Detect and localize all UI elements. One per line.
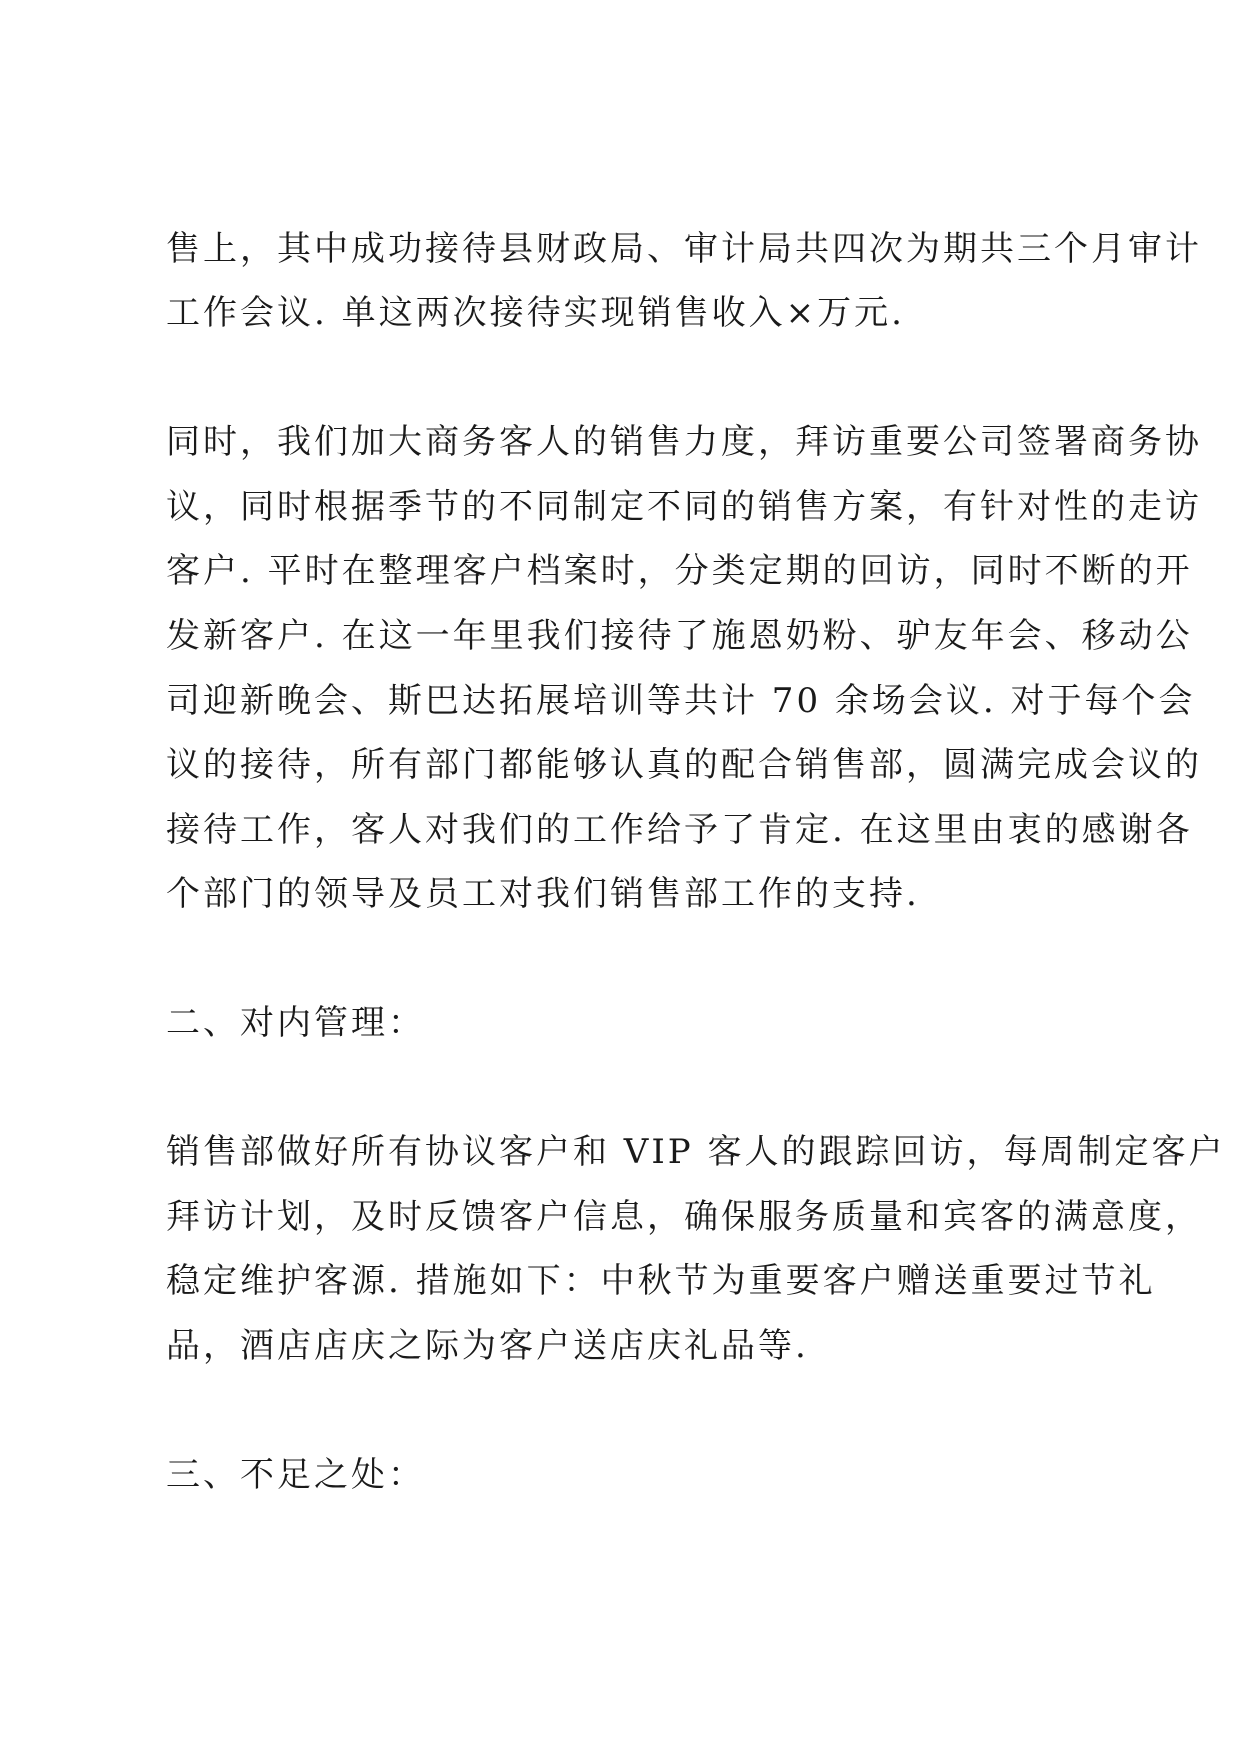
paragraph-1-line-2: 工作会议. 单这两次接待实现销售收入×万元.: [166, 293, 905, 333]
paragraph-2-line-1: 同时，我们加大商务客人的销售力度，拜访重要公司签署商务协: [166, 422, 1202, 462]
paragraph-2-line-8: 个部门的领导及员工对我们销售部工作的支持.: [166, 874, 920, 914]
paragraph-4-line-3: 稳定维护客源. 措施如下：中秋节为重要客户赠送重要过节礼: [166, 1261, 1156, 1301]
section-heading-internal-management: 二、对内管理：: [166, 1003, 425, 1043]
section-heading-shortcomings: 三、不足之处：: [166, 1455, 425, 1495]
paragraph-2-line-5: 司迎新晚会、斯巴达拓展培训等共计 70 余场会议. 对于每个会: [166, 681, 1196, 721]
paragraph-2-line-2: 议，同时根据季节的不同制定不同的销售方案，有针对性的走访: [166, 487, 1202, 527]
paragraph-2-line-3: 客户. 平时在整理客户档案时，分类定期的回访，同时不断的开: [166, 551, 1193, 591]
paragraph-4-line-4: 品，酒店店庆之际为客户送店庆礼品等.: [166, 1326, 809, 1366]
paragraph-4-line-1: 销售部做好所有协议客户和 VIP 客人的跟踪回访，每周制定客户: [166, 1132, 1226, 1172]
paragraph-2-line-4: 发新客户. 在这一年里我们接待了施恩奶粉、驴友年会、移动公: [166, 616, 1193, 656]
paragraph-2-line-7: 接待工作，客人对我们的工作给予了肯定. 在这里由衷的感谢各: [166, 810, 1193, 850]
paragraph-2-line-6: 议的接待，所有部门都能够认真的配合销售部，圆满完成会议的: [166, 745, 1202, 785]
paragraph-4-line-2: 拜访计划，及时反馈客户信息，确保服务质量和宾客的满意度，: [166, 1197, 1202, 1237]
paragraph-1-line-1: 售上，其中成功接待县财政局、审计局共四次为期共三个月审计: [166, 229, 1202, 269]
